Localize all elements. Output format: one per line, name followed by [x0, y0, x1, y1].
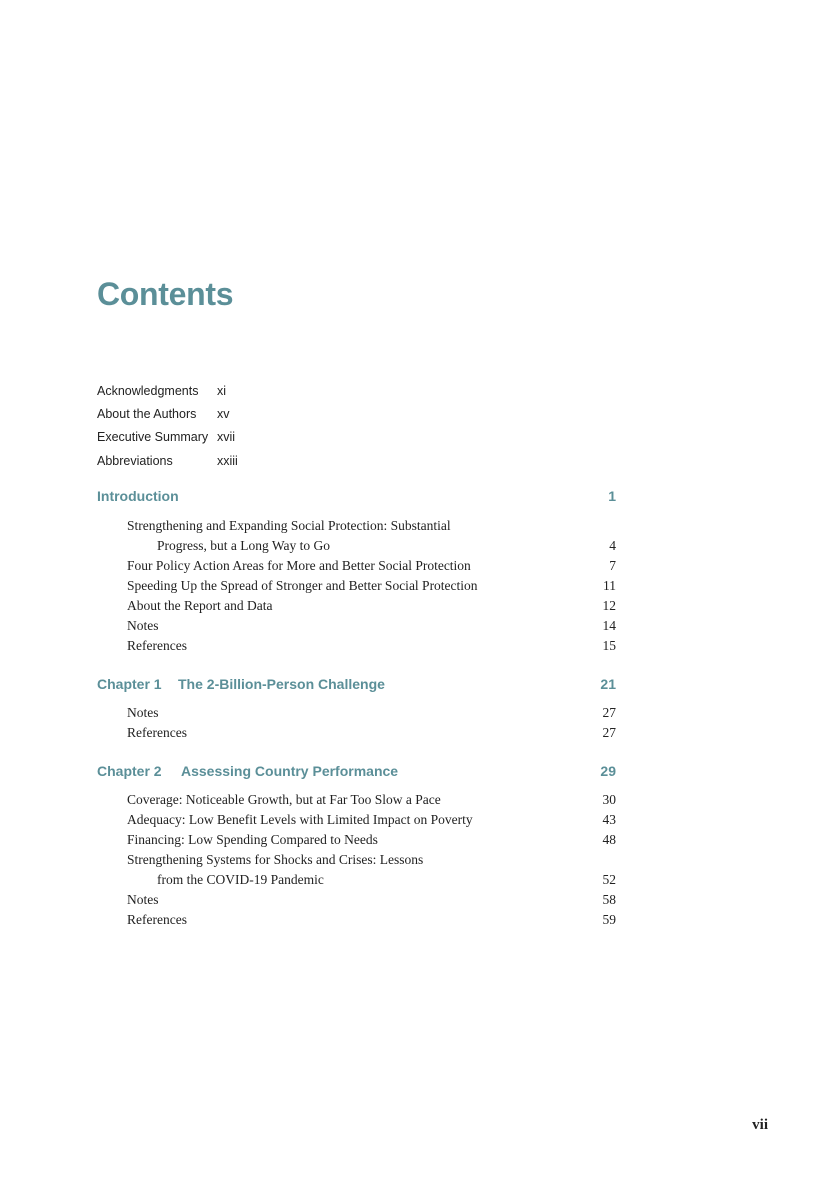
entry-title: About the Report and Data	[127, 598, 273, 613]
front-matter-page: xi	[217, 383, 227, 398]
section-heading[interactable]	[97, 674, 616, 694]
section-title: Introduction	[97, 488, 179, 504]
toc-entry[interactable]	[97, 723, 616, 743]
front-matter-page: xv	[217, 407, 230, 422]
entry-page: 59	[602, 912, 616, 927]
entry-title: Notes	[127, 892, 159, 907]
entry-title: Financing: Low Spending Compared to Needs	[127, 832, 378, 847]
entry-title: Notes	[127, 618, 159, 633]
toc-entry[interactable]	[97, 516, 616, 556]
section-page: 21	[600, 676, 616, 692]
entry-title: Coverage: Noticeable Growth, but at Far Too Slow a Pace	[127, 792, 441, 807]
section-heading[interactable]	[97, 761, 616, 781]
toc-entry[interactable]	[97, 636, 616, 656]
front-matter-page: xxiii	[217, 453, 238, 468]
front-matter-item[interactable]	[97, 449, 238, 472]
section-title: Assessing Country Performance	[181, 763, 399, 779]
front-matter-list	[97, 379, 238, 473]
toc-entry[interactable]	[97, 810, 616, 830]
entry-title-continued: from the COVID-19 Pandemic	[157, 872, 324, 887]
toc-entry[interactable]	[97, 576, 616, 596]
toc-entry[interactable]	[97, 556, 616, 576]
entry-page: 52	[602, 872, 616, 887]
chapter-label: Chapter 2	[97, 763, 162, 779]
front-matter-item[interactable]	[97, 379, 238, 402]
front-matter-item[interactable]	[97, 426, 238, 449]
entry-title: References	[127, 912, 187, 927]
toc-entry[interactable]	[97, 596, 616, 616]
toc-entry[interactable]	[97, 790, 616, 810]
front-matter-label: Abbreviations	[97, 453, 173, 468]
entry-title-continued: Progress, but a Long Way to Go	[157, 538, 331, 553]
entry-title: Adequacy: Low Benefit Levels with Limited Impact on Poverty	[127, 812, 473, 827]
entry-title: Speeding Up the Spread of Stronger and Better Social Protection	[127, 578, 478, 593]
section-title: The 2-Billion-Person Challenge	[178, 676, 385, 692]
front-matter-page: xvii	[217, 430, 236, 445]
section-heading[interactable]	[97, 486, 616, 506]
toc-entry[interactable]	[97, 616, 616, 636]
front-matter-label: About the Authors	[97, 407, 197, 422]
entry-page: 7	[609, 558, 616, 573]
entry-title: Four Policy Action Areas for More and Better Social Protection	[127, 558, 471, 573]
entry-title: Strengthening and Expanding Social Protection: Substantial	[127, 518, 451, 533]
entry-page: 27	[602, 705, 616, 720]
entry-title: Notes	[127, 705, 159, 720]
entry-page: 43	[602, 812, 616, 827]
front-matter-label: Acknowledgments	[97, 383, 199, 398]
entry-page: 27	[602, 725, 616, 740]
entry-page: 14	[602, 618, 616, 633]
entry-title: Strengthening Systems for Shocks and Crises: Lessons	[127, 852, 424, 867]
entry-page: 30	[602, 792, 616, 807]
page-number: vii	[752, 1117, 768, 1133]
toc-entry[interactable]	[97, 890, 616, 910]
toc-entry[interactable]	[97, 910, 616, 930]
entry-page: 4	[609, 538, 616, 553]
entry-title: References	[127, 638, 187, 653]
toc-section-chapter-2	[97, 761, 616, 930]
entry-page: 12	[602, 598, 616, 613]
chapter-label: Chapter 1	[97, 676, 162, 692]
toc-section-chapter-1	[97, 674, 616, 743]
front-matter-label: Executive Summary	[97, 430, 209, 445]
section-page: 1	[608, 488, 616, 504]
entry-page: 48	[602, 832, 616, 847]
toc-section-introduction	[97, 486, 616, 656]
toc-entry[interactable]	[97, 830, 616, 850]
entry-page: 11	[603, 578, 616, 593]
toc-entry[interactable]	[97, 703, 616, 723]
section-page: 29	[600, 763, 616, 779]
toc-entry[interactable]	[97, 850, 616, 890]
entry-page: 15	[602, 638, 616, 653]
entry-title: References	[127, 725, 187, 740]
front-matter-item[interactable]	[97, 402, 238, 425]
page-title: Contents	[97, 276, 234, 312]
entry-page: 58	[602, 892, 616, 907]
